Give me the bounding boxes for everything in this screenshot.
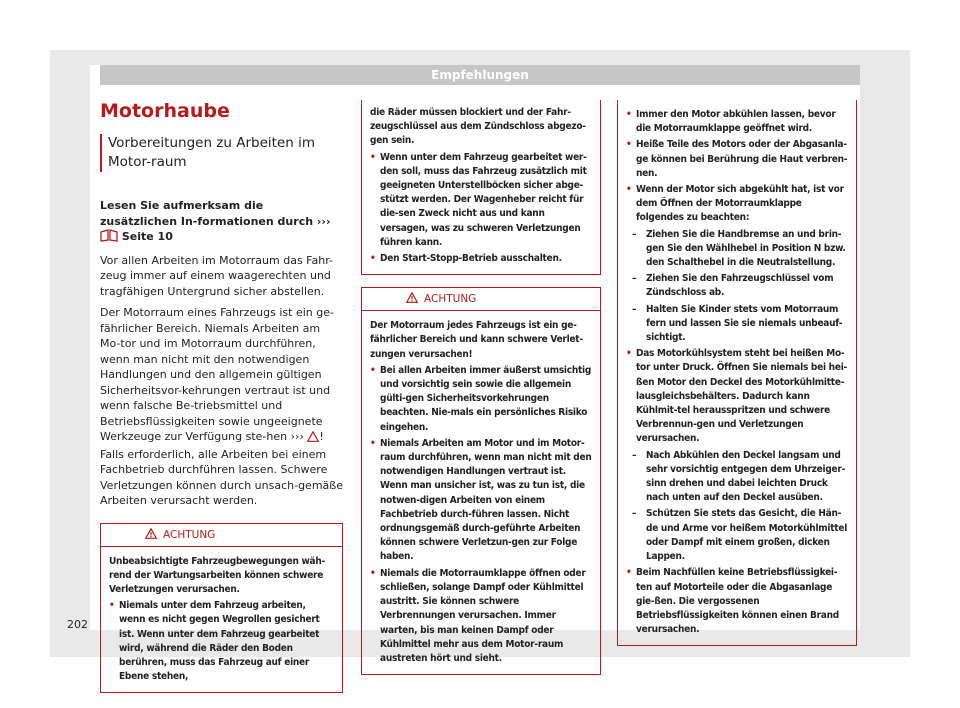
warning-sub-item: – Nach Abkühlen den Deckel langsam und sehr vorsichtig entgegen dem Uhrzeiger-sinn drehen und dabei leichten Druck nach unten auf den Deckel ausüben. [632, 449, 846, 504]
warning-bullet: • Heiße Teile des Motors oder der Abgasanla-ge können bei Berührung die Haut verbren-nen. [626, 138, 848, 181]
warning-bullet: • Den Start-Stopp-Betrieb ausschalten. [370, 252, 592, 266]
warning-sub-item: – Ziehen Sie den Fahrzeugschlüssel vom Zündschloss ab. [632, 273, 834, 299]
warning-label: ACHTUNG [424, 293, 477, 306]
warning-bullet: • Beim Nachfüllen keine Betriebsflüssigkei-ten auf Motorteile oder die Abgasanlage gie-ßen. Die vergossenen Betriebsflüssigkeiten können einen Brand verursachen. [626, 566, 848, 637]
warning-box-1-continued [361, 100, 601, 275]
warning-header [101, 524, 342, 547]
warning-box-2 [361, 287, 601, 675]
section-subtitle: Vorbereitungen zu Arbeiten im Motor-raum [100, 134, 343, 172]
warning-sub-item: – Halten Sie Kinder stets vom Motorraum fern und lassen Sie sie niemals unbeauf-sichtigt. [632, 303, 843, 344]
warning-triangle-icon [145, 528, 157, 542]
section-title: Motorhaube [100, 100, 230, 122]
warning-label: ACHTUNG [163, 528, 216, 541]
body-text [100, 253, 343, 509]
warning-reference-arrows: ››› [290, 430, 304, 443]
warning-bullet: • Bei allen Arbeiten immer äußerst umsichtig und vorsichtig sein sowie die allgemein gülti-gen Sicherheitsvorkehrungen beachten. Nie-mals ein persönliches Risiko eingehen. [370, 364, 592, 435]
warning-sub-item: – Ziehen Sie die Handbremse an und brin-gen Sie den Wählhebel in Position N bzw. den Schalthebel in die Neutralstellung. [632, 228, 846, 269]
book-reference-icon [100, 229, 118, 247]
warning-bullet: • Niemals die Motorraumklappe öffnen oder schließen, solange Dampf oder Kühlmittel austritt. Sie können schwere Verbrennungen verursachen. Immer warten, bis man keinen Dampf oder Kühlmittel mehr aus dem Motor-raum austreten hört und sieht. [370, 567, 592, 666]
warning-bullet: • Niemals Arbeiten am Motor und im Motor-raum durchführen, wenn man nicht mit den notwendigen Handlungen vertraut ist. Wenn man unsicher ist, was zu tun ist, die notwen-digen Arbeiten von einem Fachbetrieb durch-führen lassen. Nicht ordnungsgemäß durch-geführte Arbeiten können schwere Verletzun-gen zur Folge haben. [370, 437, 592, 565]
warning-continued-text: die Räder müssen blockiert und der Fahr-zeugschlüssel aus dem Zündschloss abgezo-gen sein. [370, 107, 586, 147]
column-2 [361, 100, 601, 675]
warning-body [101, 547, 342, 693]
warning-intro: Unbeabsichtigte Fahrzeugbewegungen wäh-rend der Wartungsarbeiten können schwere Verletzungen verursachen. [109, 555, 326, 595]
warning-bullet: • Wenn der Motor sich abgekühlt hat, ist vor dem Öffnen der Motorraumklappe folgendes zu beachten: [626, 183, 848, 226]
reference-link[interactable]: Seite 10 [121, 230, 173, 243]
warning-body [618, 100, 856, 645]
warning-bullet: • Immer den Motor abkühlen lassen, bevor die Motorraumklappe geöffnet wird. [626, 108, 848, 136]
warning-intro: Der Motorraum jedes Fahrzeugs ist ein ge-fährlicher Bereich und kann schwere Verlet-zungen verursachen! [370, 320, 583, 360]
warning-header [362, 288, 600, 311]
reference-arrows: ››› [316, 214, 331, 228]
warning-bullet: • Niemals unter dem Fahrzeug arbeiten, wenn es nicht gegen Wegrollen gesichert ist. Wenn unter dem Fahrzeug gearbeitet wird, während die Räder den Boden berühren, muss das Fahrzeug auf einer Ebene stehen, [109, 599, 334, 684]
warning-triangle-icon [307, 431, 319, 447]
warning-bullet: • Das Motorkühlsystem steht bei heißen Mo-tor unter Druck. Öffnen Sie niemals bei hei-ßen Motor den Deckel des Motorkühlmitte-lausgleichsbehälters. Dadurch kann Kühlmit-tel herausspritzen und schwere Verbrennun-gen und Verletzungen verursachen. [626, 347, 848, 446]
warning-triangle-icon [406, 292, 418, 306]
header-bar: Empfehlungen [100, 65, 860, 85]
paragraph-1: Vor allen Arbeiten im Motorraum das Fahr-zeug immer auf einem waagerechten und tragfähigen Untergrund sicher abstellen. [100, 253, 333, 298]
warning-body [362, 311, 600, 674]
paragraph-2: Der Motorraum eines Fahrzeugs ist ein ge-fährlicher Bereich. Niemals Arbeiten am Mo-tor und im Motorraum durchführen, wenn man nicht mit den notwendigen Handlungen und den allgemein gültigen Sicherheitsvor-kehrungen vertraut ist und wenn falsche Be-triebsmittel und Betriebsflüssigkeiten sowie ungeeignete Werkzeuge zur Verfügung ste-hen ››› ! Falls erforderlich, alle Arbeiten bei einem Fachbetrieb durchführen lassen. Schwere Verletzungen können durch unsach-gemäße Arbeiten verursacht werden. [100, 306, 343, 507]
page-number: 202 [67, 618, 88, 631]
column-1 [100, 100, 343, 693]
warning-box-1 [100, 523, 343, 694]
warning-bullet: • Wenn unter dem Fahrzeug gearbeitet wer-den soll, muss das Fahrzeug zusätzlich mit geeigneten Unterstellböcken sicher abge-stützt werden. Der Wagenheber reicht für die-sen Zweck nicht aus und kann versagen, was zu schweren Verletzungen führen kann. [370, 151, 592, 250]
intro-text: Lesen Sie aufmerksam die zusätzlichen In-formationen durch ››› Seite 10 [100, 198, 343, 247]
warning-sub-item: – Schützen Sie stets das Gesicht, die Hän-de und Arme vor heißem Motorkühlmittel oder Dampf mit einem großen, dicken Lappen. [632, 508, 848, 563]
column-3 [617, 100, 857, 646]
warning-box-2-continued [617, 100, 857, 646]
warning-body [362, 100, 600, 274]
